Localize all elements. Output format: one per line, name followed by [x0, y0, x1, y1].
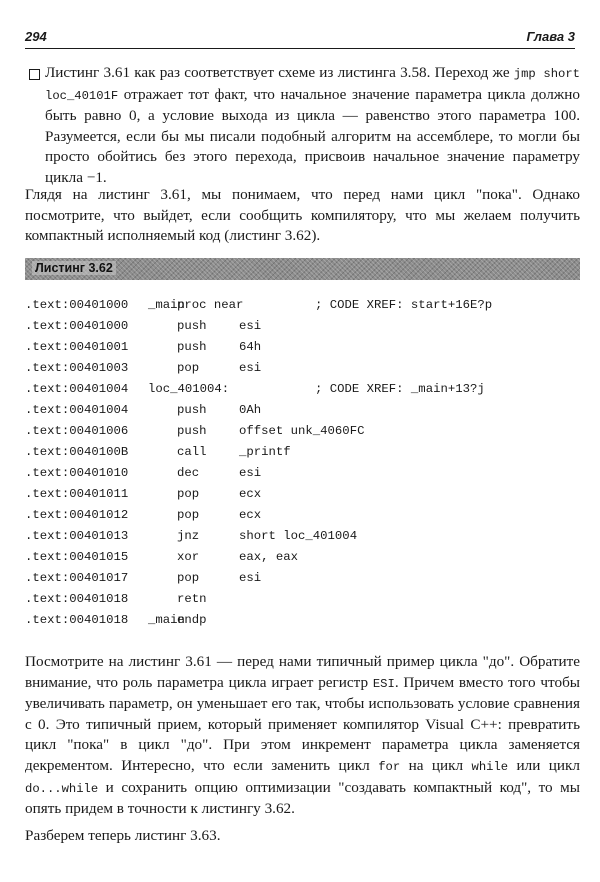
code-instruction: push	[177, 424, 207, 438]
code-operand: esi	[239, 361, 262, 375]
code-address: .text:0040100B	[25, 445, 129, 459]
code-line	[25, 443, 580, 464]
code-address: .text:00401013	[25, 529, 129, 543]
inline-code-while: while	[471, 759, 509, 774]
code-instruction: push	[177, 319, 207, 333]
chapter-title: Глава 3	[526, 29, 575, 44]
para2-text-1: Посмотрите на листинг 3.61 — перед нами типичный пример цикла "до". Обратите внимание, что роль параметра цикла играет регистр	[25, 653, 580, 691]
bullet-paragraph	[45, 63, 580, 189]
code-address: .text:00401018	[25, 592, 129, 606]
code-operand: 0Ah	[239, 403, 262, 417]
para2-text-3: на цикл	[400, 756, 472, 774]
code-instruction: pop	[177, 508, 200, 522]
code-instruction: push	[177, 340, 207, 354]
code-operand: 64h	[239, 340, 262, 354]
code-line	[25, 422, 580, 443]
code-operand: short loc_401004	[239, 529, 358, 543]
code-address: .text:00401017	[25, 571, 129, 585]
bullet-item	[25, 63, 580, 189]
code-instruction: retn	[177, 592, 207, 606]
code-line	[25, 569, 580, 590]
code-line	[25, 296, 580, 317]
code-line	[25, 611, 580, 632]
code-label: loc_401004:	[148, 382, 230, 396]
inline-code-do-while: do...while	[25, 781, 99, 796]
code-comment: ; CODE XREF: start+16E?p	[315, 298, 493, 312]
code-operand: ecx	[239, 487, 262, 501]
para2-text-5: и сохранить опцию оптимизации "создавать компактный код", то мы опять придем в точности к листингу 3.62.	[25, 778, 580, 818]
code-label: _main	[148, 613, 185, 627]
code-line	[25, 506, 580, 527]
code-instruction: jnz	[177, 529, 200, 543]
listing-header-bar	[25, 258, 580, 280]
code-line	[25, 401, 580, 422]
code-address: .text:00401004	[25, 403, 129, 417]
code-line	[25, 464, 580, 485]
code-line	[25, 317, 580, 338]
bullet-text-1: Листинг 3.61 как раз соответствует схеме из листинга 3.58. Переход же	[45, 64, 514, 81]
code-line	[25, 359, 580, 380]
code-line	[25, 590, 580, 611]
code-comment: ; CODE XREF: _main+13?j	[315, 382, 485, 396]
code-operand: offset unk_4060FC	[239, 424, 365, 438]
code-address: .text:00401003	[25, 361, 129, 375]
code-line	[25, 548, 580, 569]
para2-text-2: . Причем вместо того чтобы увеличивать параметр, он уменьшает его так, чтобы использовать условие сравнения с 0. Это типичный прием, который применяет компилятор Visual C++: превратить цикл "пока" в цикл "до". При этом инкремент параметра цикла заменяется декрементом. Интересно, что если заменить цикл	[25, 673, 580, 774]
code-address: .text:00401000	[25, 298, 129, 312]
code-label: _main	[148, 298, 185, 312]
code-operand: ecx	[239, 508, 262, 522]
checkbox-bullet-icon	[29, 69, 40, 80]
code-instruction: call	[177, 445, 207, 459]
code-instruction: endp	[177, 613, 207, 627]
inline-code-for: for	[378, 759, 401, 774]
code-address: .text:00401000	[25, 319, 129, 333]
code-operand: _printf	[239, 445, 291, 459]
code-address: .text:00401011	[25, 487, 129, 501]
code-line	[25, 485, 580, 506]
bullet-text-2: отражает тот факт, что начальное значение параметра цикла должно быть равно 0, а условие выхода из цикла — равенство этого параметра 100. Разумеется, если бы мы писали подобный алгоритм на ассемблере, то могли бы просто обойтись без этого перехода, присвоив начальное значение параметру цикла −1.	[45, 85, 580, 186]
listing-title: Листинг 3.62	[32, 261, 116, 275]
code-operand: esi	[239, 571, 262, 585]
paragraph-intro: Глядя на листинг 3.61, мы понимаем, что перед нами цикл "пока". Однако посмотрите, что выйдет, если сообщить компилятору, что мы желаем получить компактный исполняемый код (листинг 3.62).	[25, 186, 580, 245]
code-operand: eax, eax	[239, 550, 299, 564]
code-operand: esi	[239, 466, 262, 480]
page-number: 294	[25, 29, 47, 44]
code-operand: esi	[239, 319, 262, 333]
code-address: .text:00401015	[25, 550, 129, 564]
code-address: .text:00401004	[25, 382, 129, 396]
code-address: .text:00401006	[25, 424, 129, 438]
code-instruction: pop	[177, 571, 200, 585]
code-address: .text:00401018	[25, 613, 129, 627]
code-address: .text:00401001	[25, 340, 129, 354]
paragraph-next: Разберем теперь листинг 3.63.	[25, 827, 221, 844]
para2-text-4: или цикл	[508, 756, 580, 774]
code-instruction: dec	[177, 466, 200, 480]
code-address: .text:00401010	[25, 466, 129, 480]
code-line	[25, 380, 580, 401]
paragraph-explanation	[25, 652, 580, 820]
code-line	[25, 338, 580, 359]
code-instruction: push	[177, 403, 207, 417]
code-listing	[25, 296, 580, 632]
inline-code-jmp: jmp short loc_40101F	[45, 67, 580, 103]
code-instruction: proc near	[177, 298, 244, 312]
code-instruction: pop	[177, 361, 200, 375]
code-instruction: xor	[177, 550, 200, 564]
code-line	[25, 527, 580, 548]
inline-code-esi: ESI	[372, 676, 395, 691]
page-header	[25, 26, 575, 49]
code-address: .text:00401012	[25, 508, 129, 522]
code-instruction: pop	[177, 487, 200, 501]
